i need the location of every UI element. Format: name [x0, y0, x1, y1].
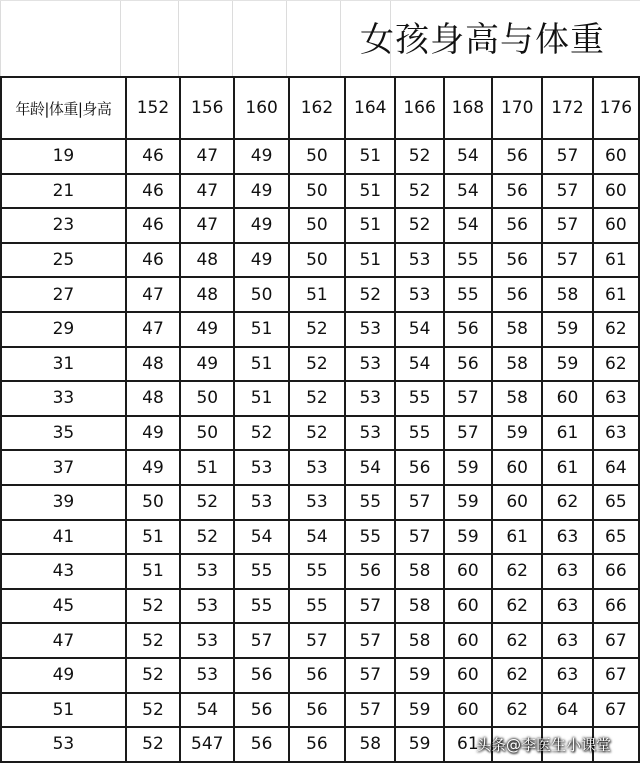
weight-cell[interactable]: 49: [234, 139, 288, 174]
weight-cell[interactable]: 53: [180, 554, 234, 589]
weight-cell[interactable]: 58: [542, 277, 592, 312]
weight-cell[interactable]: 48: [126, 347, 180, 382]
weight-cell[interactable]: 63: [593, 416, 639, 451]
weight-cell[interactable]: 53: [180, 589, 234, 624]
weight-cell[interactable]: 57: [289, 623, 345, 658]
weight-cell[interactable]: 55: [444, 277, 492, 312]
weight-cell[interactable]: 51: [234, 312, 288, 347]
table-row: [1, 623, 639, 658]
weight-cell[interactable]: 47: [180, 174, 234, 209]
weight-cell[interactable]: 51: [126, 520, 180, 555]
weight-cell[interactable]: 53: [395, 277, 443, 312]
weight-cell[interactable]: 54: [345, 450, 395, 485]
weight-cell[interactable]: 53: [180, 623, 234, 658]
weight-cell[interactable]: 64: [593, 450, 639, 485]
weight-cell[interactable]: 50: [234, 277, 288, 312]
weight-cell[interactable]: 65: [593, 485, 639, 520]
weight-cell[interactable]: 55: [289, 589, 345, 624]
weight-cell[interactable]: 52: [180, 485, 234, 520]
table-row: [1, 347, 639, 382]
weight-cell[interactable]: 56: [492, 277, 542, 312]
age-cell[interactable]: 49: [1, 658, 126, 693]
weight-cell[interactable]: 64: [542, 693, 592, 728]
weight-cell[interactable]: 48: [180, 243, 234, 278]
weight-cell[interactable]: 54: [395, 347, 443, 382]
weight-cell[interactable]: 50: [289, 139, 345, 174]
weight-cell[interactable]: 57: [345, 693, 395, 728]
weight-cell[interactable]: 55: [444, 243, 492, 278]
weight-cell[interactable]: 51: [345, 243, 395, 278]
weight-cell[interactable]: 60: [593, 139, 639, 174]
table-row: [1, 658, 639, 693]
weight-cell[interactable]: 49: [180, 312, 234, 347]
weight-cell[interactable]: 52: [289, 347, 345, 382]
age-cell[interactable]: 33: [1, 381, 126, 416]
weight-cell[interactable]: 53: [395, 243, 443, 278]
weight-cell[interactable]: 66: [593, 589, 639, 624]
weight-cell[interactable]: 52: [289, 381, 345, 416]
age-cell[interactable]: 43: [1, 554, 126, 589]
weight-cell[interactable]: 63: [593, 381, 639, 416]
weight-cell[interactable]: 57: [345, 623, 395, 658]
weight-cell[interactable]: 56: [345, 554, 395, 589]
height-header-cell[interactable]: 162: [289, 77, 345, 139]
weight-cell[interactable]: 60: [492, 450, 542, 485]
weight-cell[interactable]: 56: [492, 174, 542, 209]
weight-cell[interactable]: 50: [126, 485, 180, 520]
weight-cell[interactable]: 52: [395, 208, 443, 243]
weight-cell[interactable]: 57: [395, 520, 443, 555]
age-cell[interactable]: 39: [1, 485, 126, 520]
weight-cell[interactable]: 47: [126, 312, 180, 347]
weight-cell[interactable]: 54: [395, 312, 443, 347]
weight-cell[interactable]: 59: [444, 450, 492, 485]
weight-cell[interactable]: 59: [542, 312, 592, 347]
weight-cell[interactable]: 52: [126, 589, 180, 624]
weight-cell[interactable]: 56: [289, 658, 345, 693]
watermark: 头条@李医生小课堂: [476, 736, 612, 754]
table-row: [1, 277, 639, 312]
weight-cell[interactable]: 46: [126, 139, 180, 174]
weight-cell[interactable]: 56: [289, 727, 345, 762]
age-cell[interactable]: 41: [1, 520, 126, 555]
table-row: [1, 174, 639, 209]
weight-cell[interactable]: 58: [492, 381, 542, 416]
weight-cell[interactable]: 57: [345, 658, 395, 693]
weight-cell[interactable]: 60: [444, 623, 492, 658]
weight-cell[interactable]: 57: [542, 243, 592, 278]
weight-cell[interactable]: 60: [444, 554, 492, 589]
table-row: [1, 554, 639, 589]
weight-cell[interactable]: 54: [180, 693, 234, 728]
weight-cell[interactable]: 61: [593, 243, 639, 278]
weight-cell[interactable]: 62: [492, 623, 542, 658]
age-cell[interactable]: 21: [1, 174, 126, 209]
weight-cell[interactable]: 48: [126, 381, 180, 416]
weight-cell[interactable]: 51: [289, 277, 345, 312]
weight-cell[interactable]: 60: [444, 658, 492, 693]
weight-cell[interactable]: 55: [345, 485, 395, 520]
weight-cell[interactable]: 56: [444, 312, 492, 347]
height-header-cell[interactable]: 152: [126, 77, 180, 139]
weight-cell[interactable]: 55: [345, 520, 395, 555]
corner-header-cell[interactable]: 年龄|体重|身高: [1, 77, 126, 139]
age-cell[interactable]: 37: [1, 450, 126, 485]
weight-cell[interactable]: 51: [180, 450, 234, 485]
table-row: [1, 520, 639, 555]
weight-cell[interactable]: 47: [180, 208, 234, 243]
weight-cell[interactable]: 55: [234, 554, 288, 589]
weight-cell[interactable]: 58: [395, 589, 443, 624]
weight-cell[interactable]: 47: [126, 277, 180, 312]
weight-cell[interactable]: 60: [593, 174, 639, 209]
height-header-cell[interactable]: 170: [492, 77, 542, 139]
page-title: 女孩身高与体重: [360, 20, 605, 60]
age-cell[interactable]: 35: [1, 416, 126, 451]
weight-cell[interactable]: 61: [542, 450, 592, 485]
weight-cell[interactable]: 65: [593, 520, 639, 555]
weight-cell[interactable]: 56: [234, 658, 288, 693]
weight-cell[interactable]: 52: [126, 623, 180, 658]
weight-cell[interactable]: 62: [492, 554, 542, 589]
weight-cell[interactable]: 59: [444, 485, 492, 520]
weight-cell[interactable]: 56: [492, 208, 542, 243]
weight-cell[interactable]: 55: [395, 416, 443, 451]
weight-cell[interactable]: 52: [289, 416, 345, 451]
age-cell[interactable]: 25: [1, 243, 126, 278]
weight-cell[interactable]: 47: [180, 139, 234, 174]
weight-cell[interactable]: 46: [126, 243, 180, 278]
weight-cell[interactable]: 50: [289, 174, 345, 209]
weight-cell[interactable]: 58: [395, 623, 443, 658]
table-row: [1, 416, 639, 451]
weight-cell[interactable]: 59: [395, 693, 443, 728]
weight-cell[interactable]: 57: [444, 381, 492, 416]
weight-cell[interactable]: 53: [345, 416, 395, 451]
weight-cell[interactable]: 53: [234, 485, 288, 520]
weight-cell[interactable]: 56: [395, 450, 443, 485]
weight-cell[interactable]: 54: [444, 139, 492, 174]
age-cell[interactable]: 19: [1, 139, 126, 174]
weight-cell[interactable]: 547: [180, 727, 234, 762]
weight-cell[interactable]: 57: [444, 416, 492, 451]
weight-cell[interactable]: 58: [492, 347, 542, 382]
weight-cell[interactable]: 46: [126, 174, 180, 209]
height-header-cell[interactable]: 164: [345, 77, 395, 139]
table-row: [1, 485, 639, 520]
weight-cell[interactable]: 56: [444, 347, 492, 382]
table-row: [1, 381, 639, 416]
weight-cell[interactable]: 66: [593, 554, 639, 589]
weight-cell[interactable]: 51: [345, 174, 395, 209]
weight-cell[interactable]: 67: [593, 658, 639, 693]
weight-cell[interactable]: 57: [542, 174, 592, 209]
weight-cell[interactable]: 51: [345, 139, 395, 174]
weight-cell[interactable]: 49: [180, 347, 234, 382]
weight-cell[interactable]: 52: [126, 727, 180, 762]
height-header-cell[interactable]: 176: [593, 77, 639, 139]
weight-cell[interactable]: 58: [345, 727, 395, 762]
weight-cell[interactable]: 62: [593, 312, 639, 347]
weight-cell[interactable]: 54: [289, 520, 345, 555]
weight-cell[interactable]: 53: [289, 450, 345, 485]
table-row: [1, 693, 639, 728]
weight-cell[interactable]: 52: [345, 277, 395, 312]
weight-cell[interactable]: 48: [180, 277, 234, 312]
weight-cell[interactable]: 60: [593, 208, 639, 243]
weight-cell[interactable]: 53: [345, 381, 395, 416]
age-cell[interactable]: 23: [1, 208, 126, 243]
weight-cell[interactable]: 52: [289, 312, 345, 347]
weight-cell[interactable]: 51: [126, 554, 180, 589]
weight-cell[interactable]: 62: [492, 658, 542, 693]
weight-cell[interactable]: 56: [492, 139, 542, 174]
table-row: [1, 312, 639, 347]
age-cell[interactable]: 31: [1, 347, 126, 382]
table-row: [1, 243, 639, 278]
weight-cell[interactable]: 62: [492, 693, 542, 728]
weight-cell[interactable]: 50: [180, 381, 234, 416]
height-header-cell[interactable]: 168: [444, 77, 492, 139]
weight-cell[interactable]: 52: [395, 139, 443, 174]
weight-cell[interactable]: 67: [593, 623, 639, 658]
weight-cell[interactable]: 59: [542, 347, 592, 382]
weight-cell[interactable]: 67: [593, 693, 639, 728]
weight-cell[interactable]: 59: [492, 416, 542, 451]
weight-cell[interactable]: 55: [395, 381, 443, 416]
weight-cell[interactable]: 55: [289, 554, 345, 589]
weight-cell[interactable]: 62: [593, 347, 639, 382]
weight-cell[interactable]: 49: [234, 174, 288, 209]
weight-cell[interactable]: 51: [234, 381, 288, 416]
weight-cell[interactable]: 53: [345, 312, 395, 347]
weight-cell[interactable]: 61: [492, 520, 542, 555]
weight-cell[interactable]: 49: [126, 416, 180, 451]
weight-cell[interactable]: 58: [395, 554, 443, 589]
weight-cell[interactable]: 61: [593, 277, 639, 312]
weight-cell[interactable]: 53: [180, 658, 234, 693]
weight-cell[interactable]: 57: [234, 623, 288, 658]
weight-cell[interactable]: 52: [234, 416, 288, 451]
weight-cell[interactable]: 54: [444, 208, 492, 243]
weight-cell[interactable]: 56: [492, 243, 542, 278]
weight-cell[interactable]: 49: [234, 208, 288, 243]
weight-cell[interactable]: 50: [180, 416, 234, 451]
weight-cell[interactable]: 53: [289, 485, 345, 520]
table-row: [1, 208, 639, 243]
weight-cell[interactable]: 63: [542, 589, 592, 624]
weight-cell[interactable]: 62: [492, 589, 542, 624]
height-header-cell[interactable]: 160: [234, 77, 288, 139]
weight-cell[interactable]: 56: [234, 693, 288, 728]
weight-cell[interactable]: 54: [444, 174, 492, 209]
weight-cell[interactable]: 60: [444, 589, 492, 624]
weight-cell[interactable]: 60: [444, 693, 492, 728]
weight-cell[interactable]: 60: [542, 381, 592, 416]
weight-cell[interactable]: 58: [492, 312, 542, 347]
weight-cell[interactable]: 63: [542, 623, 592, 658]
weight-cell[interactable]: 52: [180, 520, 234, 555]
weight-cell[interactable]: 46: [126, 208, 180, 243]
height-header-cell[interactable]: 166: [395, 77, 443, 139]
age-cell[interactable]: 29: [1, 312, 126, 347]
weight-cell[interactable]: 54: [234, 520, 288, 555]
weight-cell[interactable]: 52: [126, 693, 180, 728]
weight-cell[interactable]: 62: [542, 485, 592, 520]
weight-cell[interactable]: 59: [395, 658, 443, 693]
weight-cell[interactable]: 63: [542, 658, 592, 693]
weight-cell[interactable]: 63: [542, 520, 592, 555]
weight-cell[interactable]: 49: [234, 243, 288, 278]
weight-cell[interactable]: 53: [234, 450, 288, 485]
weight-cell[interactable]: 50: [289, 243, 345, 278]
weight-cell[interactable]: 51: [345, 208, 395, 243]
weight-cell[interactable]: 53: [345, 347, 395, 382]
weight-cell[interactable]: 57: [542, 139, 592, 174]
age-cell[interactable]: 27: [1, 277, 126, 312]
age-cell[interactable]: 45: [1, 589, 126, 624]
table-row: [1, 450, 639, 485]
header-row: [1, 77, 639, 139]
weight-cell[interactable]: 60: [492, 485, 542, 520]
age-cell[interactable]: 47: [1, 623, 126, 658]
weight-cell[interactable]: 59: [395, 727, 443, 762]
age-cell[interactable]: 51: [1, 693, 126, 728]
weight-cell[interactable]: 61: [542, 416, 592, 451]
table-row: [1, 139, 639, 174]
weight-cell[interactable]: 57: [542, 208, 592, 243]
weight-cell[interactable]: 50: [289, 208, 345, 243]
weight-cell[interactable]: 51: [234, 347, 288, 382]
weight-cell[interactable]: 55: [234, 589, 288, 624]
weight-cell[interactable]: 57: [395, 485, 443, 520]
weight-cell[interactable]: 63: [542, 554, 592, 589]
weight-cell[interactable]: 52: [395, 174, 443, 209]
weight-cell[interactable]: 49: [126, 450, 180, 485]
table-body: [1, 139, 639, 762]
weight-cell[interactable]: 56: [289, 693, 345, 728]
weight-cell[interactable]: 52: [126, 658, 180, 693]
height-header-cell[interactable]: 172: [542, 77, 592, 139]
table-row: [1, 589, 639, 624]
weight-cell[interactable]: 61: [444, 727, 492, 762]
height-header-cell[interactable]: 156: [180, 77, 234, 139]
age-cell[interactable]: 53: [1, 727, 126, 762]
weight-cell[interactable]: 57: [345, 589, 395, 624]
weight-cell[interactable]: 59: [444, 520, 492, 555]
weight-cell[interactable]: 56: [234, 727, 288, 762]
height-weight-table: [0, 76, 640, 763]
